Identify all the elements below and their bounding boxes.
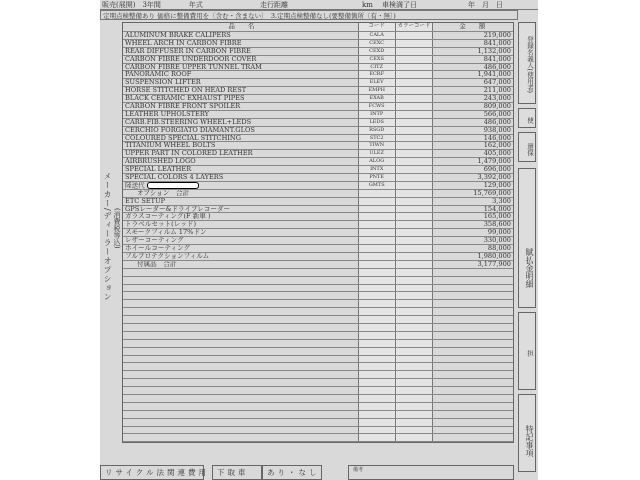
item-amount: [432, 411, 513, 418]
item-name: CARBON FIBRE UPPER TUNNEL TRAM: [125, 63, 262, 71]
empty-row: [123, 332, 513, 340]
item-color-code: [395, 340, 433, 347]
item-code: [358, 434, 395, 441]
table-row: [123, 40, 513, 48]
empty-row: [123, 340, 513, 348]
item-name: [123, 340, 358, 347]
table-row: [123, 166, 513, 174]
item-amount: 1,132,000: [432, 48, 513, 55]
item-name: [123, 427, 358, 434]
item-code: EMPH: [358, 87, 395, 94]
item-color-code: [395, 277, 433, 284]
item-color-code: [395, 285, 433, 292]
options-total-row: [123, 190, 513, 198]
item-color-code: [395, 316, 433, 323]
item-color-code: [395, 56, 433, 63]
item-name: フルプロテクションフィルム: [125, 252, 210, 260]
item-code: STC2: [358, 135, 395, 142]
item-name: [123, 182, 358, 189]
item-color-code: [395, 411, 433, 418]
item-name: GPSレーダー&ドライブレコーダー: [125, 205, 231, 213]
item-name: UPPER PART IN COLORED LEATHER: [125, 150, 253, 158]
item-color-code: [395, 198, 433, 205]
item-name-text: 陸送代: [125, 181, 145, 189]
item-code: [358, 245, 395, 252]
item-name: [123, 269, 358, 276]
table-row: [123, 119, 513, 127]
item-name: AIRBRUSHED LOGO: [125, 158, 196, 166]
item-amount: 219,000: [432, 32, 513, 39]
empty-row: [123, 387, 513, 395]
item-amount: 358,600: [432, 221, 513, 228]
item-name: [123, 371, 358, 378]
item-name: CARBON FIBRE FRONT SPOILER: [125, 103, 241, 110]
table-row: [123, 198, 513, 206]
item-code: [358, 198, 395, 205]
table-row: [123, 103, 513, 111]
item-code: ALOG: [358, 158, 395, 165]
table-row: [123, 127, 513, 135]
sales-period: 販売(展開) 3年間 年式: [102, 1, 203, 9]
item-code: [358, 411, 395, 418]
item-amount: [432, 348, 513, 355]
item-name: [123, 324, 358, 331]
item-amount: [432, 340, 513, 347]
item-amount: 1,479,000: [432, 158, 513, 165]
item-amount: 1,980,000: [432, 253, 513, 260]
item-color-code: [395, 387, 433, 394]
item-name: BLACK CERAMIC EXHAUST PIPES: [125, 95, 245, 103]
item-amount: [432, 269, 513, 276]
item-color-code: [395, 324, 433, 331]
item-amount: [432, 277, 513, 284]
item-color-code: [395, 292, 433, 299]
trade-in-value: あり・なし: [262, 465, 322, 480]
table-row: [123, 79, 513, 87]
item-name: HORSE STITCHED ON HEAD REST: [125, 87, 247, 95]
special-notes-box: 特記事項: [518, 394, 536, 472]
item-amount: [432, 387, 513, 394]
item-amount: 486,000: [432, 64, 513, 71]
item-name: スモークフィルム 17%ドン: [125, 229, 207, 237]
item-code: [358, 253, 395, 260]
item-code: GMTS: [358, 182, 395, 189]
item-code: [358, 419, 395, 426]
item-name: SPECIAL LEATHER: [125, 166, 192, 174]
table-row: [123, 135, 513, 143]
item-name: [123, 411, 358, 418]
tax-note: (消費税等込): [113, 208, 121, 249]
item-amount: 3,300: [432, 198, 513, 205]
item-color-code: [395, 419, 433, 426]
item-code: [358, 300, 395, 307]
table-row: [123, 95, 513, 103]
item-amount: [432, 332, 513, 339]
item-amount: 129,000: [432, 182, 513, 189]
item-code: TIWN: [358, 142, 395, 149]
item-name: [123, 403, 358, 410]
item-name: LEATHER UPHOLSTERY: [125, 110, 209, 118]
item-name: [123, 419, 358, 426]
item-code: [358, 292, 395, 299]
item-amount: [432, 403, 513, 410]
km-label: km: [362, 1, 373, 9]
item-name: [123, 300, 358, 307]
date-label: 年 月 日: [468, 1, 503, 9]
table-row: [123, 64, 513, 72]
item-name: トラベルセット(レッド): [125, 221, 197, 229]
item-color-code: [395, 434, 433, 441]
item-amount: 3,177,900: [432, 261, 513, 268]
item-code: EXAB: [358, 95, 395, 102]
empty-row: [123, 285, 513, 293]
item-name: [123, 285, 358, 292]
empty-row: [123, 308, 513, 316]
item-code: [358, 316, 395, 323]
table-row: [123, 206, 513, 214]
item-color-code: [395, 356, 433, 363]
item-color-code: [395, 237, 433, 244]
item-color-code: [395, 111, 433, 118]
item-code: ECRF: [358, 71, 395, 78]
item-name: [123, 332, 358, 339]
item-color-code: [395, 79, 433, 86]
inspection-label: 車検満了日: [382, 1, 417, 9]
item-name: ETC SETUP: [125, 197, 166, 205]
item-amount: [432, 363, 513, 370]
item-name: TITANIUM WHEEL BOLTS: [125, 142, 216, 150]
item-color-code: [395, 395, 433, 402]
item-code: INTX: [358, 166, 395, 173]
item-color-code: [395, 174, 433, 181]
item-code: [358, 403, 395, 410]
empty-row: [123, 277, 513, 285]
item-color-code: [395, 269, 433, 276]
item-name: [123, 308, 358, 315]
item-code: FCWS: [358, 103, 395, 110]
item-code: [358, 379, 395, 386]
item-color-code: [395, 32, 433, 39]
item-color-code: [395, 403, 433, 410]
item-amount: 841,000: [432, 40, 513, 47]
item-code: [358, 371, 395, 378]
item-code: CALA: [358, 32, 395, 39]
installment-box: 賦払金明細: [518, 168, 536, 308]
table-row: [123, 56, 513, 64]
item-color-code: [395, 142, 433, 149]
empty-row: [123, 300, 513, 308]
item-name: 付属品 合計: [137, 260, 177, 268]
item-code: [358, 277, 395, 284]
item-amount: 211,000: [432, 87, 513, 94]
user-box: 使: [518, 108, 536, 128]
table-row: [123, 32, 513, 40]
item-code: [358, 190, 395, 197]
table-header: [123, 23, 513, 32]
item-name: CARB.FIB.STEERING WHEEL+LEDS: [125, 118, 252, 126]
item-code: ELEV: [358, 79, 395, 86]
item-code: [358, 221, 395, 228]
invoice-document: [100, 0, 538, 480]
item-name: [123, 277, 358, 284]
item-amount: [432, 285, 513, 292]
item-name: [123, 292, 358, 299]
item-amount: 162,000: [432, 142, 513, 149]
mileage-label: 走行距離: [260, 1, 288, 9]
item-code: RSGD: [358, 127, 395, 134]
items-table: [122, 22, 514, 443]
item-amount: [432, 419, 513, 426]
item-amount: [432, 427, 513, 434]
item-color-code: [395, 348, 433, 355]
remarks-label: 備考: [348, 465, 514, 480]
item-amount: 15,769,000: [432, 190, 513, 197]
item-color-code: [395, 119, 433, 126]
item-name: ALUMINUM BRAKE CALIPERS: [125, 32, 231, 39]
item-code: [358, 285, 395, 292]
item-name: PANORAMIC ROOF: [125, 71, 192, 79]
item-name: オプション 合計: [137, 189, 190, 197]
item-code: [358, 213, 395, 220]
item-code: [358, 395, 395, 402]
item-color-code: [395, 182, 433, 189]
item-code: CITZ: [358, 64, 395, 71]
item-color-code: [395, 190, 433, 197]
item-color-code: [395, 127, 433, 134]
item-name: [123, 395, 358, 402]
item-name: [123, 348, 358, 355]
item-color-code: [395, 71, 433, 78]
item-code: [358, 261, 395, 268]
empty-row: [123, 379, 513, 387]
table-row: [123, 237, 513, 245]
item-color-code: [395, 95, 433, 102]
empty-row: [123, 292, 513, 300]
header-line1: [100, 0, 538, 10]
item-name: CERCHIO FORGIATO DIAMANT.GLOS: [125, 126, 255, 134]
item-name: [123, 387, 358, 394]
item-code: ULEZ: [358, 150, 395, 157]
item-amount: [432, 308, 513, 315]
item-name: SPECIAL COLORS 4 LAYERS: [125, 174, 224, 181]
item-code: [358, 356, 395, 363]
empty-row: [123, 427, 513, 435]
item-amount: 243,000: [432, 95, 513, 102]
item-amount: [432, 316, 513, 323]
item-code: [358, 237, 395, 244]
item-code: LEDS: [358, 119, 395, 126]
table-row: [123, 48, 513, 56]
item-amount: 3,392,000: [432, 174, 513, 181]
item-code: [358, 332, 395, 339]
item-name: SUSPENSION LIFTER: [125, 79, 201, 87]
empty-row: [123, 411, 513, 419]
item-amount: 154,000: [432, 206, 513, 213]
table-row: [123, 245, 513, 253]
item-color-code: [395, 371, 433, 378]
header-color-code: カラーコード: [395, 23, 433, 31]
empty-row: [123, 269, 513, 277]
redaction-mark: [147, 182, 199, 189]
header-code: コード: [358, 23, 395, 31]
item-name: ガラスコーティング(F 新車 ): [125, 213, 211, 221]
item-color-code: [395, 64, 433, 71]
empty-row: [123, 434, 513, 442]
item-color-code: [395, 135, 433, 142]
item-color-code: [395, 261, 433, 268]
item-code: CEXS: [358, 56, 395, 63]
empty-row: [123, 395, 513, 403]
item-amount: 1,941,000: [432, 71, 513, 78]
item-name: [123, 379, 358, 386]
item-amount: 647,000: [432, 79, 513, 86]
item-amount: [432, 300, 513, 307]
table-row: [123, 158, 513, 166]
item-amount: [432, 395, 513, 402]
item-name: COLOURED SPECIAL STITCHING: [125, 134, 241, 142]
item-name: [123, 316, 358, 323]
table-row: [123, 182, 513, 190]
accessories-total-row: [123, 261, 513, 269]
item-amount: 165,000: [432, 213, 513, 220]
item-color-code: [395, 308, 433, 315]
item-amount: 486,000: [432, 119, 513, 126]
item-amount: 809,000: [432, 103, 513, 110]
registrant-box: 登録名義人(使用者): [518, 22, 536, 104]
empty-row: [123, 403, 513, 411]
item-color-code: [395, 40, 433, 47]
item-name: [123, 356, 358, 363]
item-name: [123, 363, 358, 370]
item-amount: [432, 434, 513, 441]
empty-row: [123, 324, 513, 332]
item-amount: [432, 371, 513, 378]
maker-dealer-option-label: メーカー/ディーラーオプション: [103, 172, 112, 302]
item-color-code: [395, 166, 433, 173]
item-amount: 405,000: [432, 150, 513, 157]
item-code: CEXC: [358, 40, 395, 47]
item-code: [358, 348, 395, 355]
refund-box: 還保: [518, 132, 536, 162]
item-code: [358, 229, 395, 236]
item-amount: [432, 324, 513, 331]
item-amount: 841,000: [432, 56, 513, 63]
item-name: ホイールコーティング: [125, 245, 191, 252]
empty-row: [123, 363, 513, 371]
table-row: [123, 221, 513, 229]
item-code: [358, 308, 395, 315]
item-name: [123, 434, 358, 441]
item-name: レザーコーティング: [125, 237, 184, 245]
item-code: [358, 363, 395, 370]
item-amount: 566,000: [432, 111, 513, 118]
empty-row: [123, 356, 513, 364]
item-color-code: [395, 229, 433, 236]
item-code: [358, 427, 395, 434]
item-amount: [432, 356, 513, 363]
item-code: INTP: [358, 111, 395, 118]
recycle-fee-label: リサイクル法関連費用: [100, 465, 204, 480]
table-row: [123, 87, 513, 95]
item-code: [358, 206, 395, 213]
item-code: [358, 324, 395, 331]
collateral-box: 担: [518, 312, 536, 390]
item-color-code: [395, 253, 433, 260]
header-amount: 金 額: [432, 23, 513, 31]
item-amount: 88,000: [432, 245, 513, 252]
table-row: [123, 213, 513, 221]
item-color-code: [395, 206, 433, 213]
item-amount: 330,000: [432, 237, 513, 244]
item-color-code: [395, 103, 433, 110]
table-row: [123, 150, 513, 158]
trade-in-label: 下取車: [212, 465, 262, 480]
item-amount: 99,000: [432, 229, 513, 236]
item-name: REAR DIFFUSER IN CARBON FIBRE: [125, 47, 251, 55]
item-color-code: [395, 213, 433, 220]
item-color-code: [395, 48, 433, 55]
item-color-code: [395, 158, 433, 165]
item-amount: 696,000: [432, 166, 513, 173]
item-code: [358, 340, 395, 347]
table-row: [123, 253, 513, 261]
item-color-code: [395, 245, 433, 252]
item-name: CARBON FIBRE UNDERDOOR COVER: [125, 55, 257, 63]
item-code: CEXD: [358, 48, 395, 55]
item-color-code: [395, 87, 433, 94]
item-color-code: [395, 379, 433, 386]
header-line2: 定期点検整備あり 価格に整備費用を〔含む・含まない〕 3.定期点検整備なし(要整備箇所〔有・無〕): [100, 10, 518, 20]
item-name: WHEEL ARCH IN CARBON FIBRE: [125, 39, 242, 47]
item-color-code: [395, 332, 433, 339]
item-color-code: [395, 300, 433, 307]
item-code: PNTE: [358, 174, 395, 181]
item-color-code: [395, 427, 433, 434]
item-color-code: [395, 150, 433, 157]
empty-row: [123, 419, 513, 427]
table-row: [123, 142, 513, 150]
item-amount: 146,000: [432, 135, 513, 142]
item-amount: [432, 292, 513, 299]
table-row: [123, 174, 513, 182]
item-color-code: [395, 221, 433, 228]
item-color-code: [395, 363, 433, 370]
table-row: [123, 111, 513, 119]
table-row: [123, 71, 513, 79]
table-row: [123, 229, 513, 237]
item-amount: [432, 379, 513, 386]
item-code: [358, 387, 395, 394]
header-name: 品 名: [228, 23, 255, 30]
item-code: [358, 269, 395, 276]
item-amount: 938,000: [432, 127, 513, 134]
empty-row: [123, 371, 513, 379]
empty-row: [123, 316, 513, 324]
empty-row: [123, 348, 513, 356]
